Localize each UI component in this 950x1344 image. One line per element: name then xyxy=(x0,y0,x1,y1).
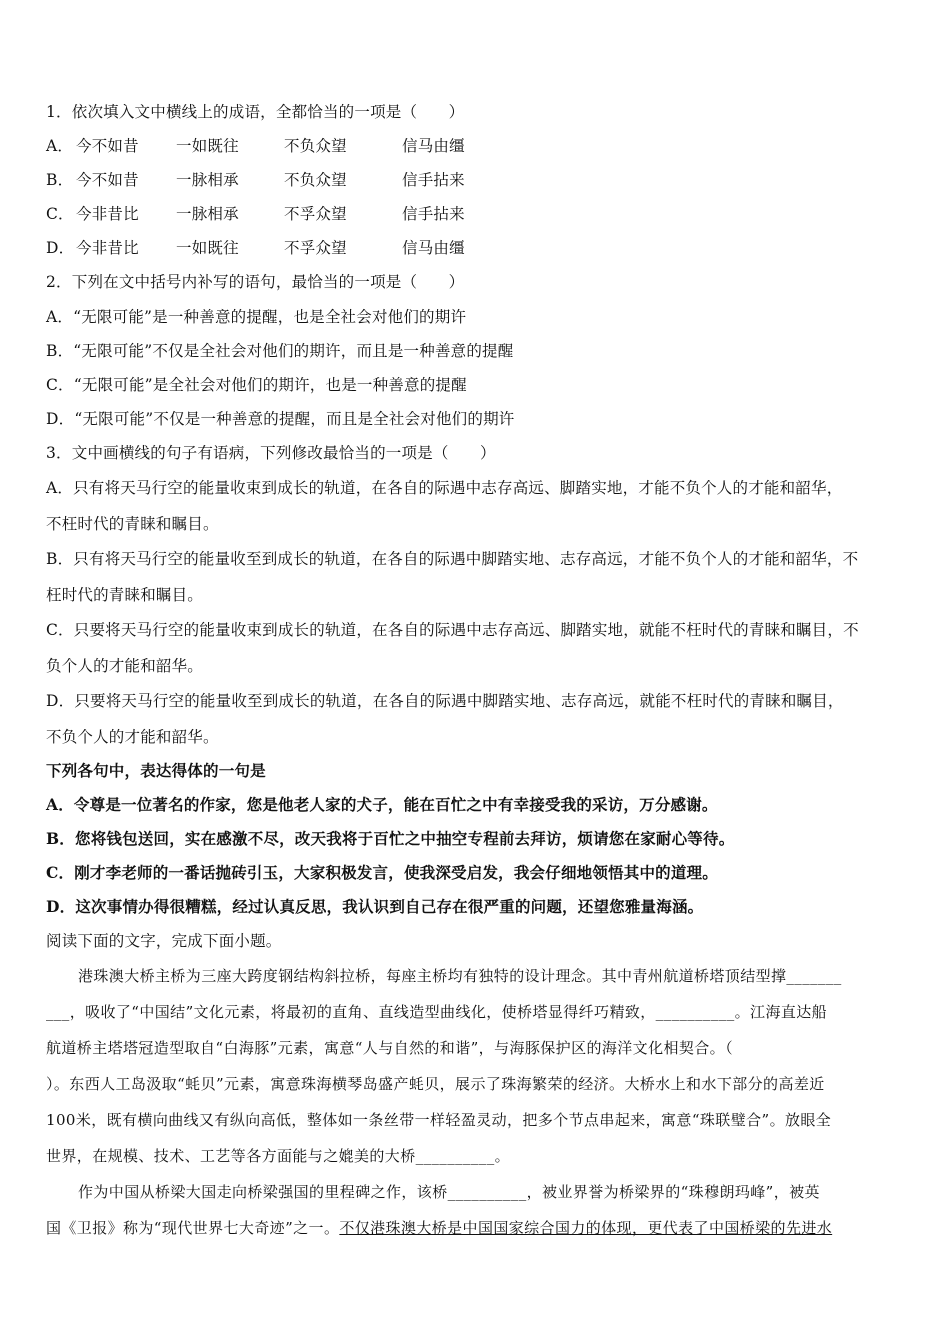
option-label: A． xyxy=(46,137,74,155)
passage-p2-line1: 作为中国从桥梁大国走向桥梁强国的里程碑之作，该桥__________，被业界誉为桥梁界的“珠穆朗玛峰”，被英 xyxy=(78,1183,820,1201)
q1-option-b[interactable] xyxy=(46,170,908,190)
q4-option-a[interactable]: A．令尊是一位著名的作家，您是他老人家的犬子，能在百忙之中有幸接受我的采访，万分感谢。 xyxy=(46,795,718,814)
option-word-4: 信手拈来 xyxy=(402,171,465,189)
option-word-3: 不孚众望 xyxy=(284,205,347,223)
option-label: B． xyxy=(46,171,74,189)
underlined-sentence: 不仅港珠澳大桥是中国国家综合国力的体现，更代表了中国桥梁的先进水 xyxy=(339,1219,833,1237)
passage-p1-line5: 100米，既有横向曲线又有纵向高低，整体如一条丝带一样轻盈灵动，把多个节点串起来，寓意“珠联璧合”。放眼全 xyxy=(46,1111,832,1129)
q2-option-d[interactable]: D．“无限可能”不仅是一种善意的提醒，而且是全社会对他们的期许 xyxy=(46,410,515,428)
q4-option-d[interactable]: D．这次事情办得很糟糕，经过认真反思，我认识到自己存在很严重的问题，还望您雅量海涵。 xyxy=(46,897,704,916)
passage-p1-line4: ）。东西人工岛汲取“蚝贝”元素，寓意珠海横琴岛盛产蚝贝，展示了珠海繁荣的经济。大桥水上和水下部分的高差近 xyxy=(46,1075,825,1093)
q1-option-d[interactable] xyxy=(46,238,908,258)
q3-option-a-line2[interactable]: 不枉时代的青睐和瞩目。 xyxy=(46,515,219,533)
passage-p1-line3: 航道桥主塔塔冠造型取自“白海豚”元素，寓意“人与自然的和谐”，与海豚保护区的海洋文化相契合。（ xyxy=(46,1039,733,1057)
passage-p1-line6: 世界，在规模、技术、工艺等各方面能与之媲美的大桥__________。 xyxy=(46,1147,511,1165)
q1-stem: 1．依次填入文中横线上的成语，全都恰当的一项是（ ） xyxy=(46,103,465,121)
option-word-3: 不负众望 xyxy=(284,171,347,189)
q2-option-a[interactable]: A．“无限可能”是一种善意的提醒，也是全社会对他们的期许 xyxy=(46,308,467,326)
q3-option-b-line1[interactable]: B．只有将天马行空的能量收至到成长的轨道，在各自的际遇中脚踏实地、志存高远，才能不负个人的才能和韶华，不 xyxy=(46,550,859,568)
passage-p1-line2: ___，吸收了“中国结”文化元素，将最初的直角、直线造型曲线化，使桥塔显得纤巧精致，__________。江海直达船 xyxy=(46,1003,828,1021)
q2-option-c[interactable]: C．“无限可能”是全社会对他们的期许，也是一种善意的提醒 xyxy=(46,376,467,394)
q2-option-b[interactable]: B．“无限可能”不仅是全社会对他们的期许，而且是一种善意的提醒 xyxy=(46,342,514,360)
option-label: C． xyxy=(46,205,74,223)
q4-option-b[interactable]: B．您将钱包送回，实在感激不尽，改天我将于百忙之中抽空专程前去拜访，烦请您在家耐心等待。 xyxy=(46,829,735,848)
passage-p2-text: 国《卫报》称为“现代世界七大奇迹”之一。 xyxy=(46,1219,340,1237)
option-word-3: 不孚众望 xyxy=(284,239,347,257)
q1-option-a[interactable] xyxy=(46,136,908,156)
option-word-2: 一脉相承 xyxy=(176,205,239,223)
option-word-1: 今不如昔 xyxy=(76,137,139,155)
q2-stem: 2．下列在文中括号内补写的语句，最恰当的一项是（ ） xyxy=(46,273,465,291)
q3-option-d-line1[interactable]: D．只要将天马行空的能量收至到成长的轨道，在各自的际遇中脚踏实地、志存高远，就能不枉时代的青睐和瞩目， xyxy=(46,692,844,710)
q3-option-b-line2[interactable]: 枉时代的青睐和瞩目。 xyxy=(46,586,204,604)
option-word-2: 一如既往 xyxy=(176,239,239,257)
option-word-4: 信马由缰 xyxy=(402,137,465,155)
q1-option-c[interactable] xyxy=(46,204,908,224)
q3-option-d-line2[interactable]: 不负个人的才能和韶华。 xyxy=(46,728,219,746)
option-word-1: 今非昔比 xyxy=(76,205,139,223)
reading-intro: 阅读下面的文字，完成下面小题。 xyxy=(46,932,282,950)
passage-p1-line1: 港珠澳大桥主桥为三座大跨度钢结构斜拉桥，每座主桥均有独特的设计理念。其中青州航道桥塔顶结型撑_______ xyxy=(78,967,842,985)
option-word-4: 信马由缰 xyxy=(402,239,465,257)
option-word-4: 信手拈来 xyxy=(402,205,465,223)
q4-option-c[interactable]: C．刚才李老师的一番话抛砖引玉，大家积极发言，使我深受启发，我会仔细地领悟其中的道理。 xyxy=(46,863,718,882)
q3-stem: 3．文中画横线的句子有语病，下列修改最恰当的一项是（ ） xyxy=(46,444,496,462)
option-word-1: 今非昔比 xyxy=(76,239,139,257)
option-word-1: 今不如昔 xyxy=(76,171,139,189)
option-word-2: 一如既往 xyxy=(176,137,239,155)
option-label: D． xyxy=(46,239,75,257)
q3-option-c-line1[interactable]: C．只要将天马行空的能量收束到成长的轨道，在各自的际遇中志存高远、脚踏实地，就能不枉时代的青睐和瞩目，不 xyxy=(46,621,859,639)
option-word-3: 不负众望 xyxy=(284,137,347,155)
option-word-2: 一脉相承 xyxy=(176,171,239,189)
q3-option-c-line2[interactable]: 负个人的才能和韶华。 xyxy=(46,657,204,675)
q4-stem: 下列各句中，表达得体的一句是 xyxy=(46,761,266,780)
q3-option-a-line1[interactable]: A．只有将天马行空的能量收束到成长的轨道，在各自的际遇中志存高远、脚踏实地，才能不负个人的才能和韶华， xyxy=(46,479,843,497)
passage-p2-line2 xyxy=(46,1218,908,1238)
